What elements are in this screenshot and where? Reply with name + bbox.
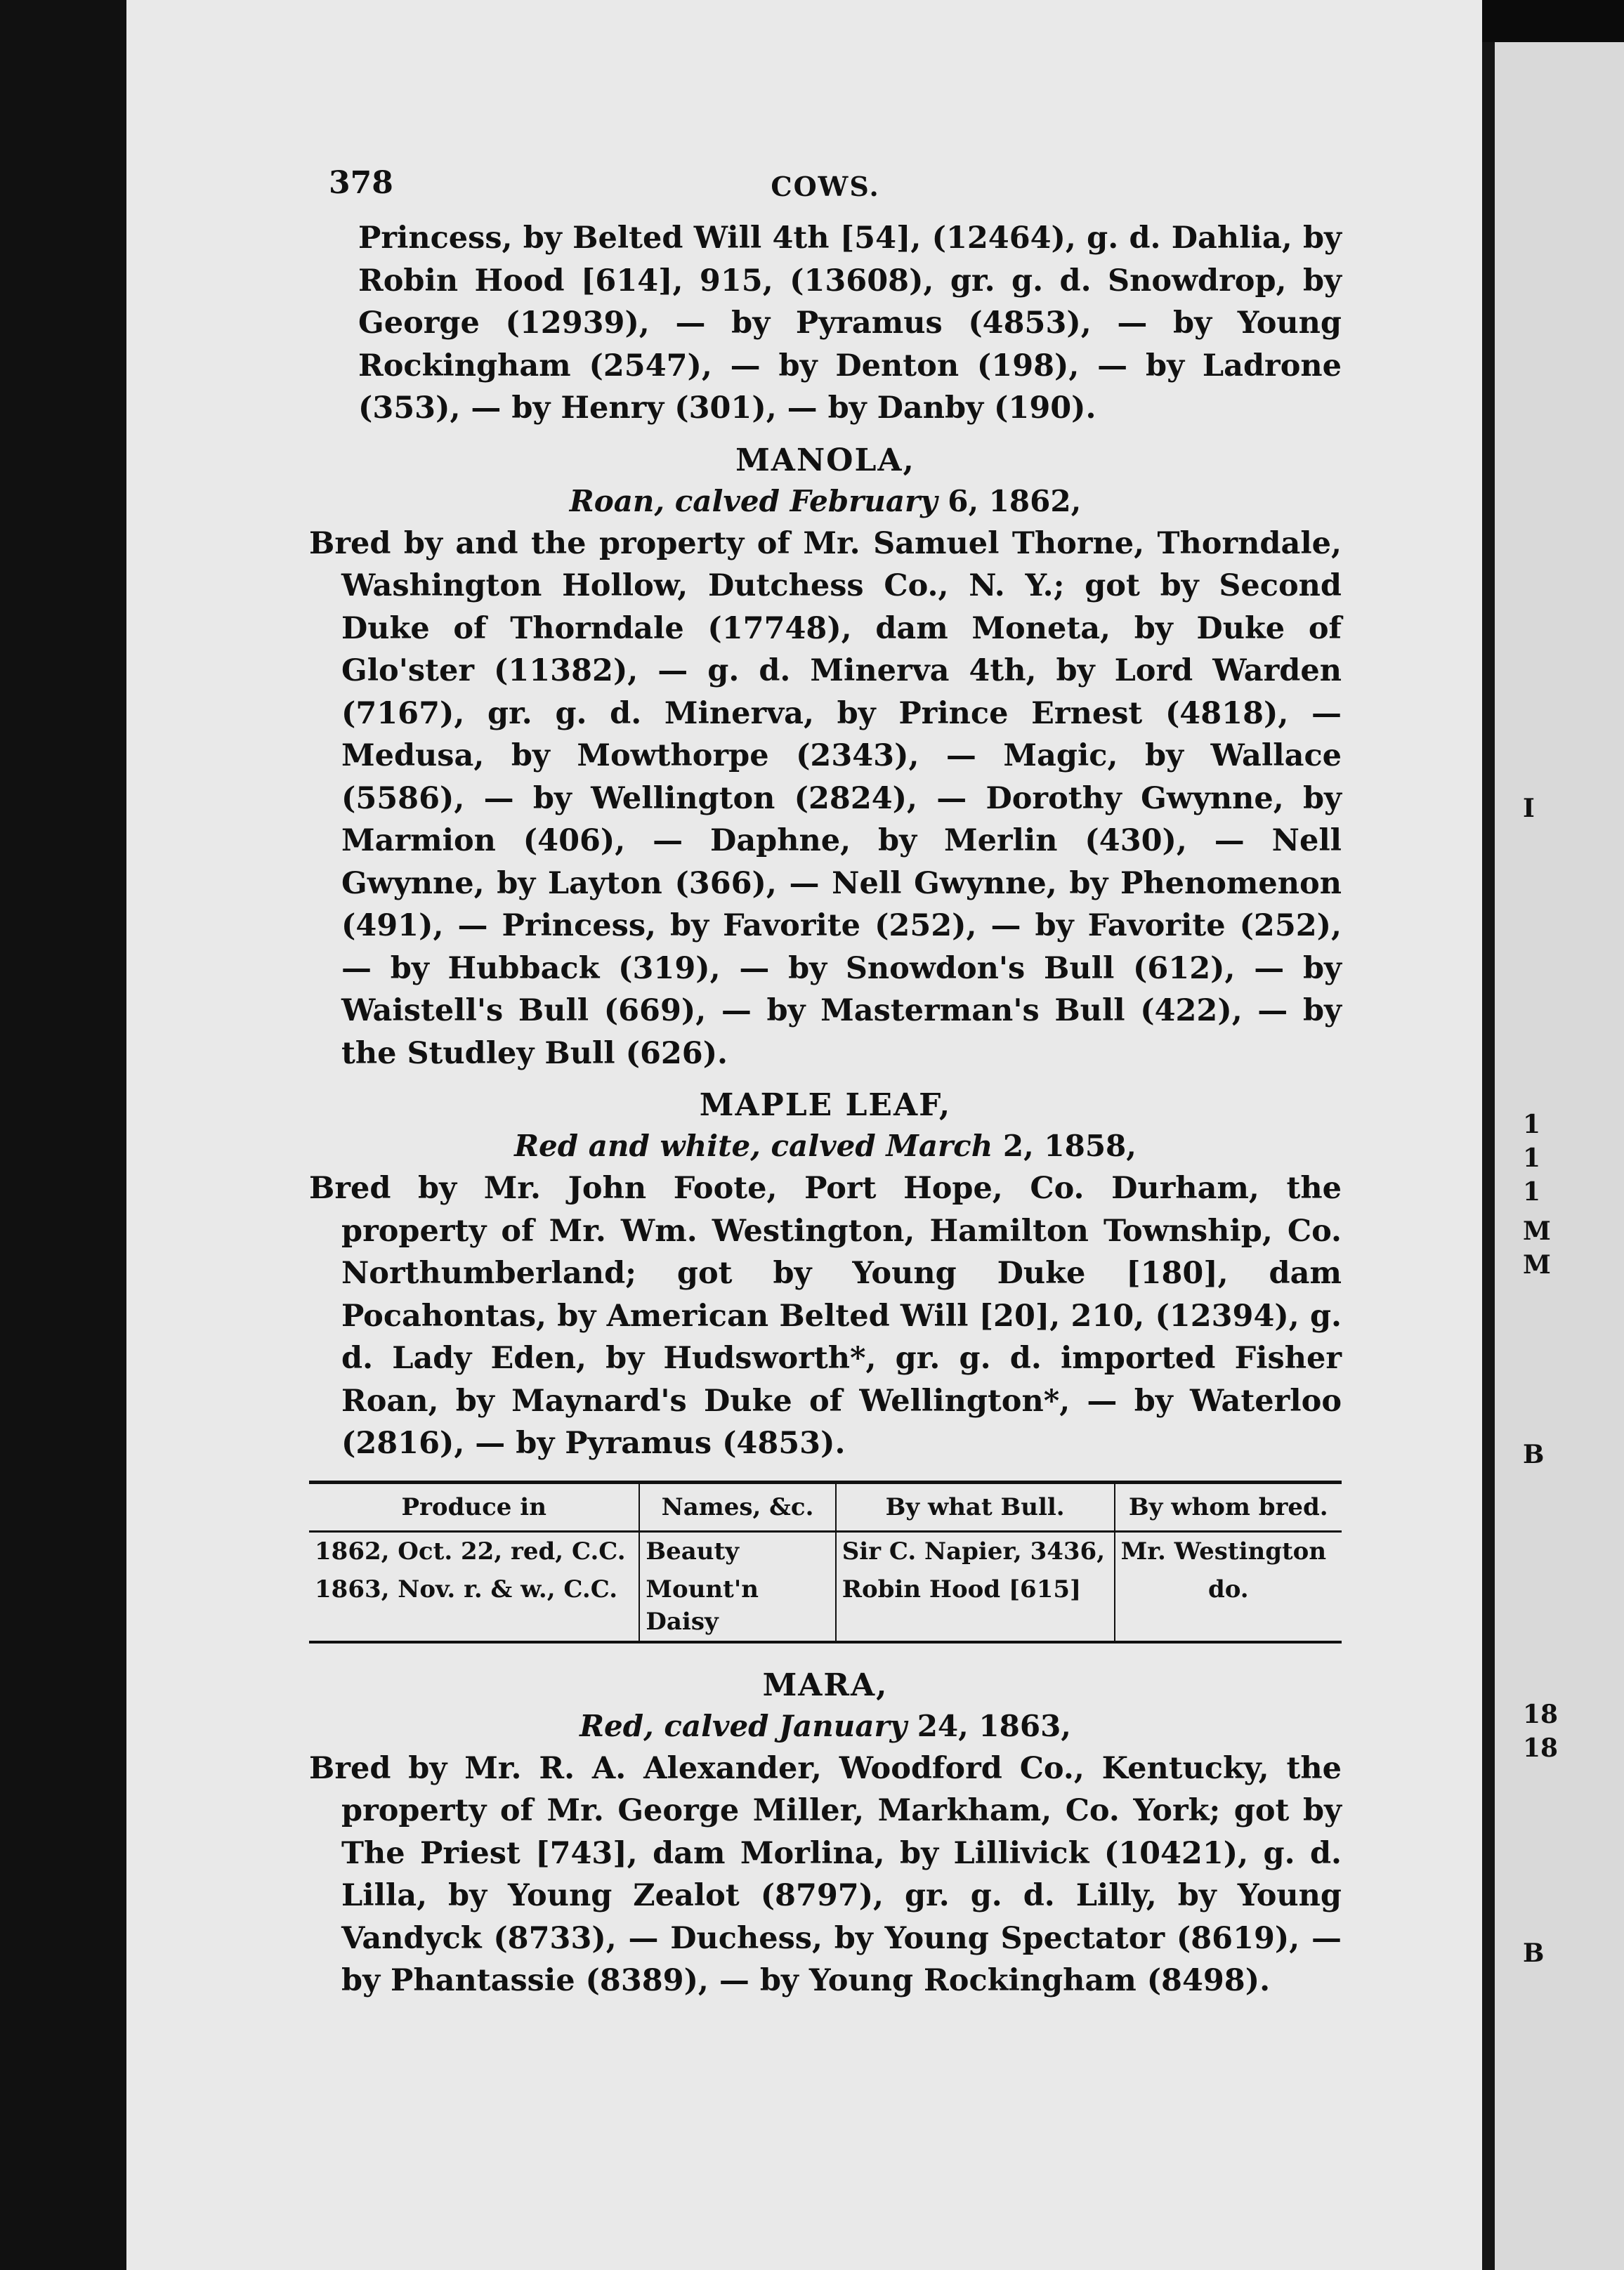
table-cell: Sir C. Napier, 3436, — [836, 1531, 1115, 1570]
entry-title: MANOLA, — [735, 442, 915, 478]
continued-paragraph: Princess, by Belted Will 4th [54], (12464), g. d. Dahlia, by Robin Hood [614], 915, (13608), gr. g. d. Snowdrop, by George (12939), — by Pyramus (4853), — by Young Rockingham (2547), — by Denton (198), — by Ladrone (353), — by Henry (301), — by Danby (190). — [358, 221, 1342, 426]
table-cell: do. — [1115, 1570, 1342, 1642]
facing-page-fragment: 1 — [1523, 1110, 1541, 1139]
entry-pedigree: Bred by and the property of Mr. Samuel Thorne, Thorndale, Washington Hollow, Dutchess Co., N. Y.; got by Second Duke of Thorndale (17748), dam Moneta, by Duke of Glo'ster (11382), — g. d. Minerva 4th, by Lord Warden (7167), gr. g. d. Minerva, by Prince Ernest (4818), — Medusa, by Mowthorpe (2343), — Magic, by Wallace (5586), — by Wellington (2824), — Dorothy Gwynne, by Marmion (406), — Daphne, by Merlin (430), — Nell Gwynne, by Layton (366), — Nell Gwynne, by Phenomenon (491), — Princess, by Favorite (252), — by Favorite (252), — by Hubback (319), — by Snowdon's Bull (612), — by Waistell's Bull (669), — by Masterman's Bull (422), — by the Studley Bull (626). — [309, 525, 1342, 1071]
table-row — [309, 1570, 1342, 1642]
running-title: COWS. — [771, 171, 880, 202]
entry-manola — [309, 442, 1342, 1075]
entry-maple-leaf — [309, 1087, 1342, 1644]
facing-page-fragment: 18 — [1523, 1700, 1559, 1729]
page-number: 378 — [329, 165, 393, 201]
column-header: Names, &c. — [639, 1482, 835, 1531]
entry-title: MAPLE LEAF, — [699, 1087, 952, 1123]
column-header: By whom bred. — [1115, 1482, 1342, 1531]
entry-description: Red and white, calved March 2, 1858, — [514, 1129, 1137, 1163]
facing-page-fragment: 1 — [1523, 1177, 1541, 1207]
facing-page-fragment: 1 — [1523, 1143, 1541, 1173]
column-header: Produce in — [309, 1482, 639, 1531]
entry-description: Red, calved January 24, 1863, — [579, 1708, 1071, 1743]
facing-page-fragment: M — [1523, 1250, 1551, 1280]
entry-mara — [309, 1667, 1342, 2002]
facing-page-fragment: M — [1523, 1216, 1551, 1246]
facing-page-fragment: B — [1523, 1440, 1545, 1469]
table-cell: Robin Hood [615] — [836, 1570, 1115, 1642]
facing-page-fragment: B — [1523, 1938, 1545, 1968]
entry-description: Roan, calved February 6, 1862, — [569, 483, 1082, 518]
table-cell: Mr. Westington — [1115, 1531, 1342, 1570]
entry-pedigree: Bred by Mr. R. A. Alexander, Woodford Co., Kentucky, the property of Mr. George Miller, Markham, Co. York; got by The Priest [743], dam Morlina, by Lillivick (10421), g. d. Lilla, by Young Zealot (8797), gr. g. d. Lilly, by Young Vandyck (8733), — Duchess, by Young Spectator (8619), — by Phantassie (8389), — by Young Rockingham (8498). — [309, 1750, 1342, 1998]
entry-pedigree: Bred by Mr. John Foote, Port Hope, Co. Durham, the property of Mr. Wm. Westington, Hamilton Township, Co. Northumberland; got by Young Duke [180], dam Pocahontas, by American Belted Will [20], 210, (12394), g. d. Lady Eden, by Hudsworth*, gr. g. d. imported Fisher Roan, by Maynard's Duke of Wellington*, — by Waterloo (2816), — by Pyramus (4853). — [309, 1171, 1342, 1461]
column-header: By what Bull. — [836, 1482, 1115, 1531]
table-cell: 1863, Nov. r. & w., C.C. — [315, 1575, 618, 1603]
entry-title: MARA, — [762, 1667, 889, 1703]
book-spine-shadow — [0, 0, 126, 2270]
table-cell: Beauty — [639, 1531, 835, 1570]
table-row — [309, 1531, 1342, 1570]
table-header-row — [309, 1482, 1342, 1531]
facing-page-edge — [1482, 42, 1624, 2270]
table-cell: 1862, Oct. 22, red, C.C. — [315, 1537, 626, 1566]
page-text-block — [309, 158, 1342, 2002]
page-header — [309, 158, 1342, 217]
produce-table — [309, 1481, 1342, 1644]
table-cell: Mount'n Daisy — [639, 1570, 835, 1642]
facing-page-fragment: I — [1523, 794, 1535, 823]
facing-page-fragment: 18 — [1523, 1733, 1559, 1763]
